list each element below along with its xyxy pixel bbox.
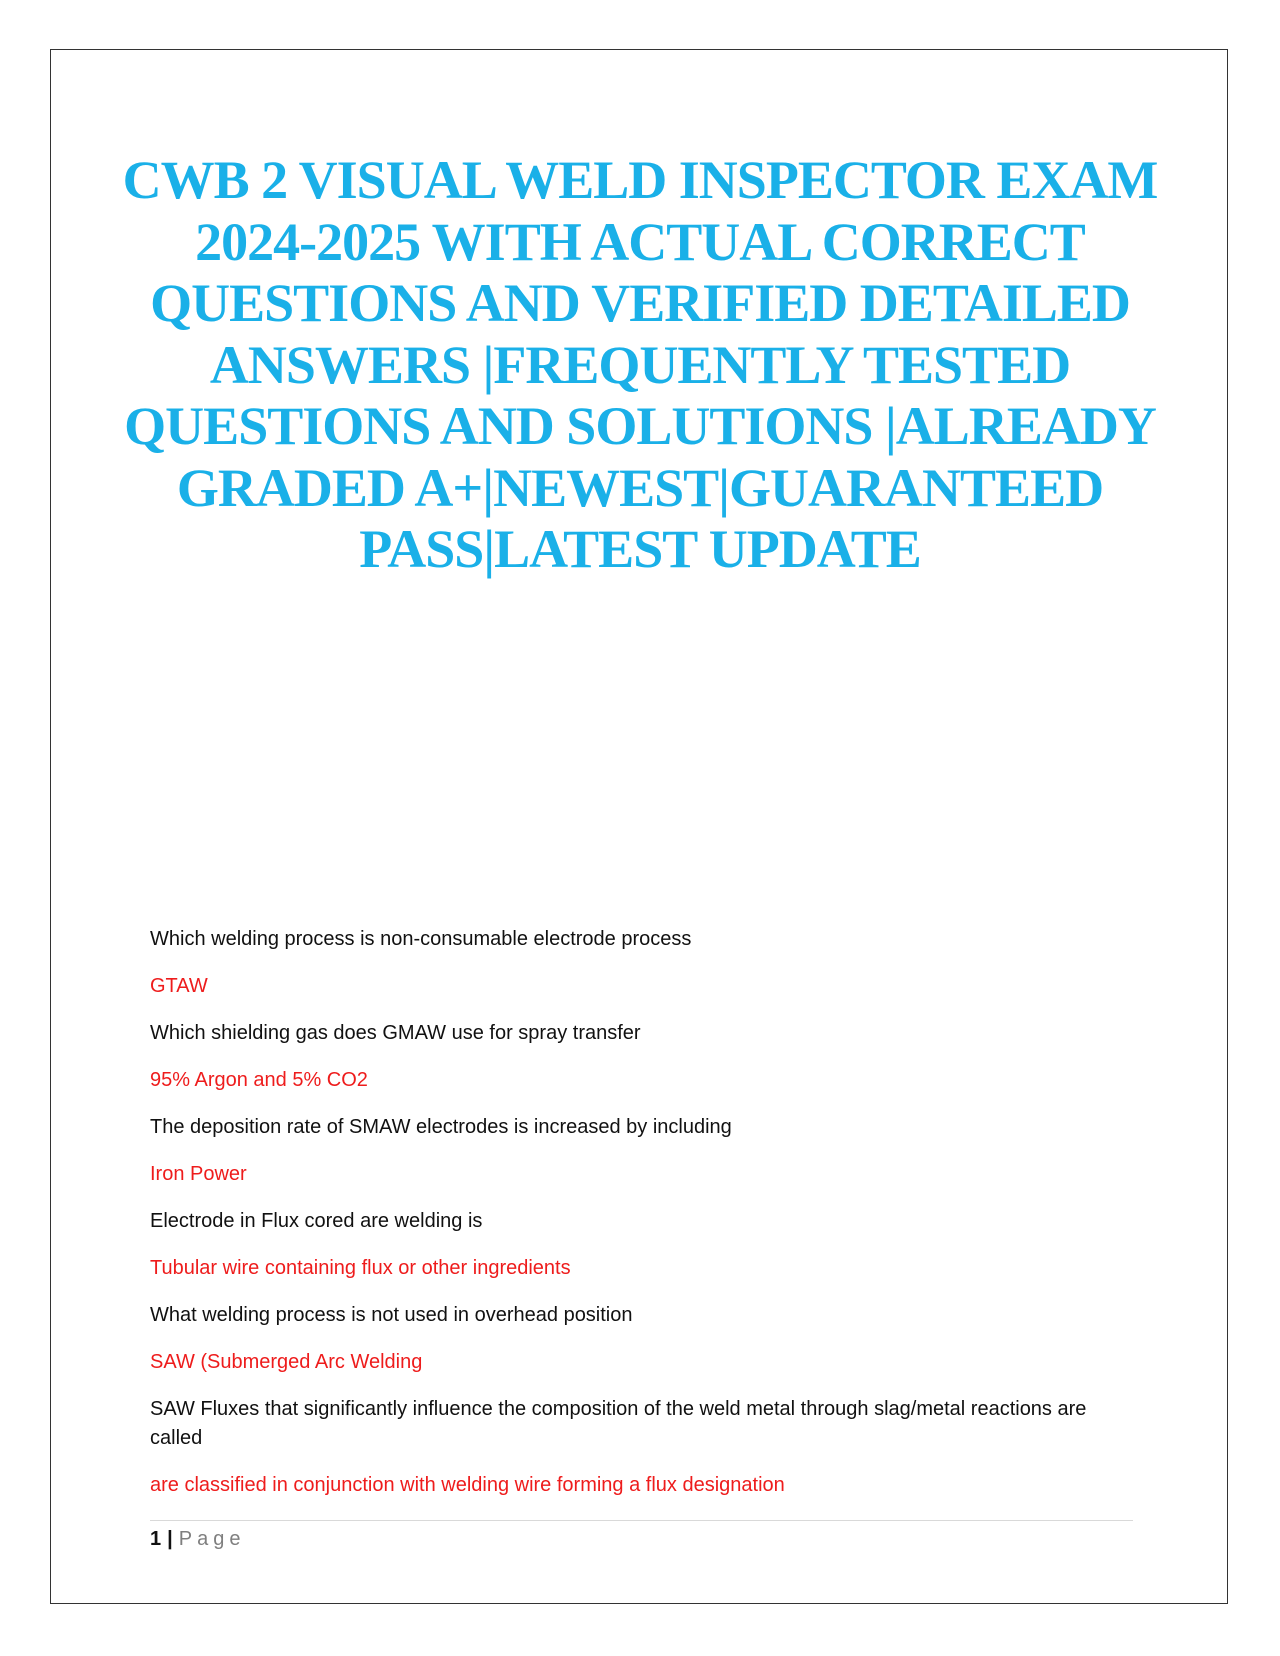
question-6: SAW Fluxes that significantly influence the composition of the weld metal through slag/metal reactions are called: [150, 1398, 1087, 1449]
answer-1: GTAW: [150, 975, 208, 997]
question-4: Electrode in Flux cored are welding is: [150, 1210, 483, 1232]
answer-2: 95% Argon and 5% CO2: [150, 1069, 368, 1091]
question-1: Which welding process is non-consumable electrode process: [150, 928, 692, 950]
page-footer: [150, 1520, 1133, 1553]
document-title: CWB 2 VISUAL WELD INSPECTOR EXAM 2024-2025 WITH ACTUAL CORRECT QUESTIONS AND VERIFIED DETAILED ANSWERS |FREQUENTLY TESTED QUESTIONS AND SOLUTIONS |ALREADY GRADED A+|NEWEST|GUARANTEED PASS|LATEST UPDATE: [122, 150, 1158, 579]
question-2: Which shielding gas does GMAW use for spray transfer: [150, 1022, 641, 1044]
answer-6: are classified in conjunction with welding wire forming a flux designation: [150, 1474, 785, 1496]
answer-4: Tubular wire containing flux or other ingredients: [150, 1257, 571, 1279]
question-3: The deposition rate of SMAW electrodes is increased by including: [150, 1116, 732, 1138]
answer-3: Iron Power: [150, 1163, 247, 1185]
page-number: 1: [150, 1528, 162, 1550]
footer-separator: |: [167, 1528, 173, 1550]
question-5: What welding process is not used in overhead position: [150, 1304, 633, 1326]
page-label: Page: [178, 1528, 246, 1550]
answer-5: SAW (Submerged Arc Welding: [150, 1351, 423, 1373]
qa-list: [150, 925, 1130, 1518]
